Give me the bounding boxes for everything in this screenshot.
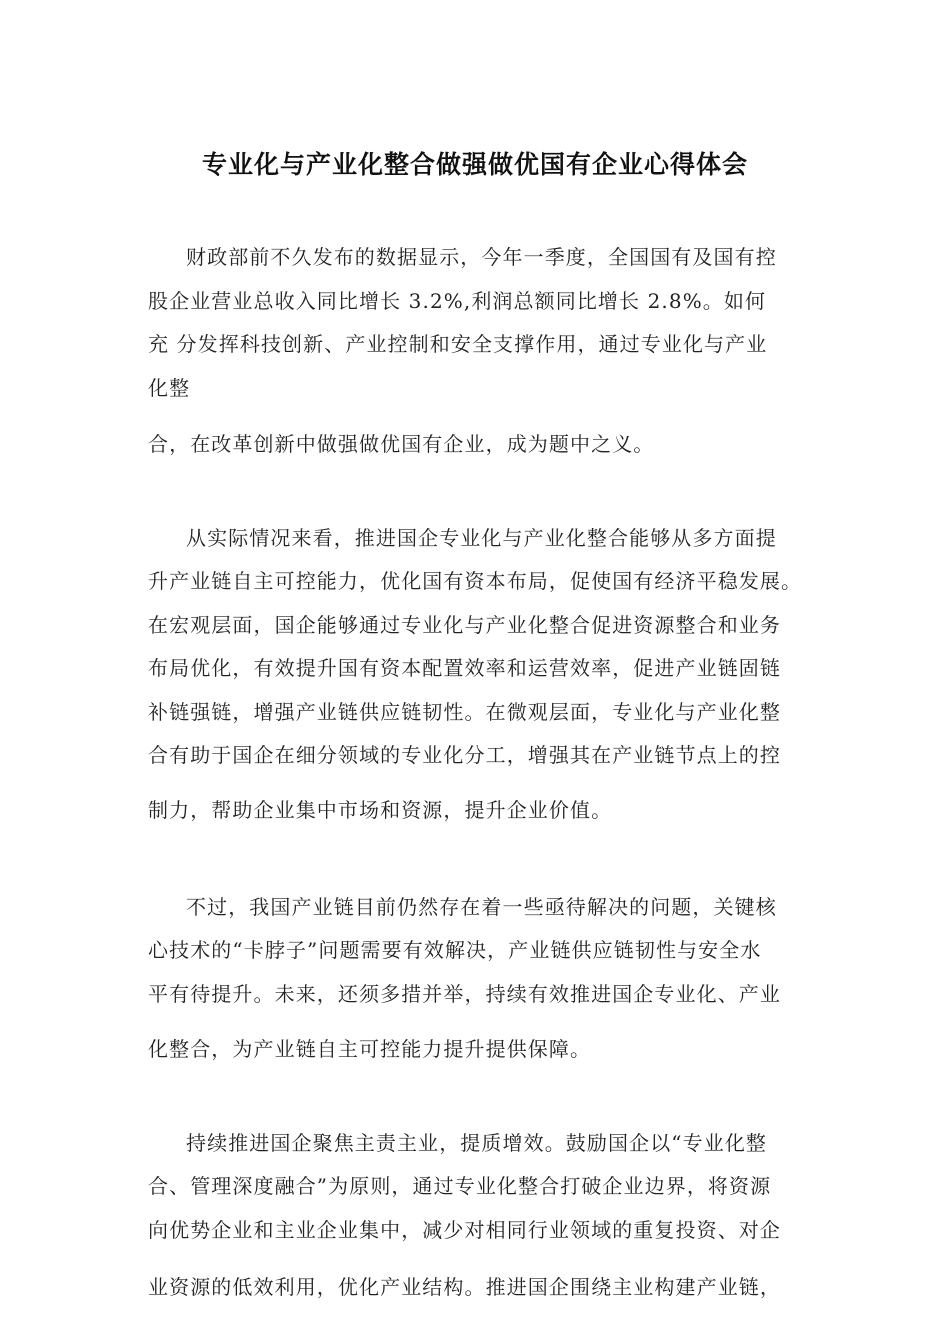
paragraph-1-line-2: 股企业营业总收入同比增长 3.2%,利润总额同比增长 2.8%。如何 [148, 289, 767, 313]
paragraph-1-line-3: 充 分发挥科技创新、产业控制和安全支撑作用，通过专业化与产业 [148, 332, 768, 356]
paragraph-2-line-5: 补链强链，增强产业链供应链韧性。在微观层面，专业化与产业化整 [148, 700, 781, 724]
paragraph-3-line-2: 心技术的“卡脖子”问题需要有效解决，产业链供应链韧性与安全水 [148, 938, 762, 962]
paragraph-2-line-1: 从实际情况来看，推进国企专业化与产业化整合能够从多方面提 [186, 526, 777, 550]
paragraph-2-line-3: 在宏观层面，国企能够通过专业化与产业化整合促进资源整合和业务 [148, 613, 781, 637]
paragraph-2-line-4: 布局优化，有效提升国有资本配置效率和运营效率，促进产业链固链 [148, 656, 781, 680]
paragraph-4-line-4: 业资源的低效利用，优化产业结构。推进国企围绕主业构建产业链， [148, 1275, 781, 1299]
paragraph-2-line-2: 升产业链自主可控能力，优化国有资本布局，促使国有经济平稳发展。 [148, 569, 803, 593]
paragraph-1-line-5: 合，在改革创新中做强做优国有企业，成为题中之义。 [148, 432, 655, 456]
paragraph-4-line-3: 向优势企业和主业企业集中，减少对相同行业领域的重复投资、对企 [148, 1218, 781, 1242]
paragraph-4-line-1: 持续推进国企聚焦主责主业，提质增效。鼓励国企以“专业化整 [186, 1131, 768, 1155]
document-title: 专业化与产业化整合做强做优国有企业心得体会 [201, 150, 748, 179]
paragraph-3-line-4: 化整合，为产业链自主可控能力提升提供保障。 [148, 1037, 592, 1061]
paragraph-1-line-4: 化整 [148, 376, 191, 400]
paragraph-2-line-7: 制力，帮助企业集中市场和资源，提升企业价值。 [148, 798, 613, 822]
paragraph-2-line-6: 合有助于国企在细分领域的专业化分工，增强其在产业链节点上的控 [148, 743, 781, 767]
paragraph-4-line-2: 合、管理深度融合”为原则，通过专业化整合打破企业边界，将资源 [148, 1174, 772, 1198]
paragraph-3-line-1: 不过，我国产业链目前仍然存在着一些亟待解决的问题，关键核 [186, 895, 777, 919]
paragraph-1-line-1: 财政部前不久发布的数据显示，今年一季度，全国国有及国有控 [186, 245, 777, 269]
paragraph-3-line-3: 平有待提升。未来，还须多措并举，持续有效推进国企专业化、产业 [148, 982, 781, 1006]
